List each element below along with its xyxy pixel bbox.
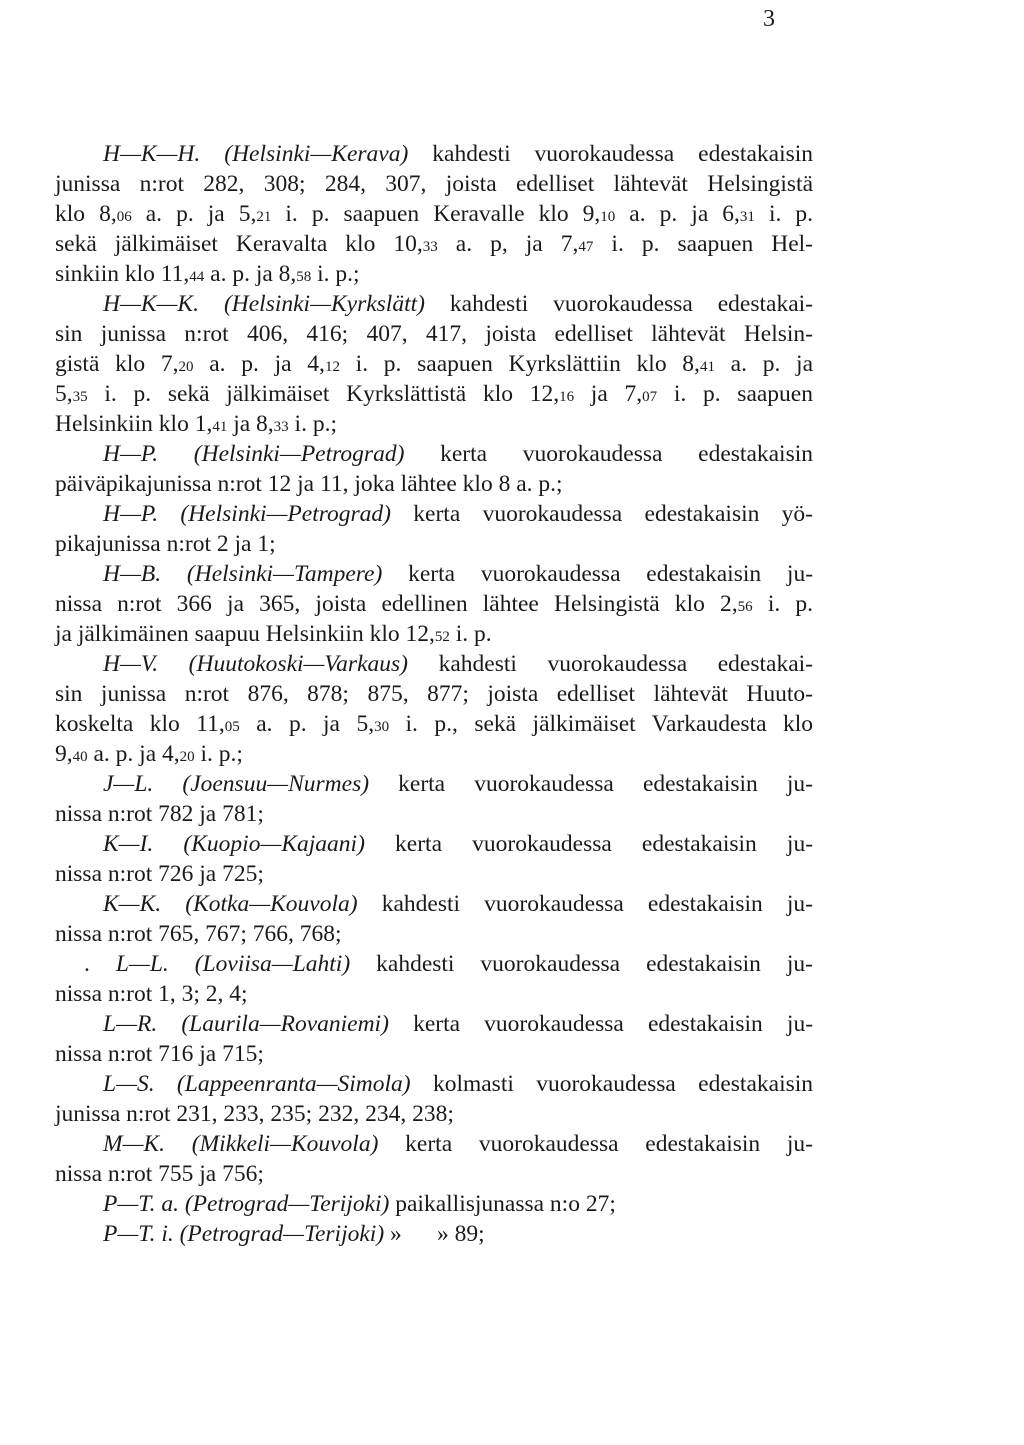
entry-first-line <box>55 889 813 919</box>
entry-text: päiväpikajunissa n:rot 12 ja 11, joka lähtee klo 8 a. p.; <box>55 471 563 497</box>
entry-text: » » 89; <box>390 1221 485 1247</box>
entry-text: kerta vuorokaudessa edestakaisin ju- <box>408 561 814 587</box>
timetable-entry <box>55 139 813 289</box>
route-code: M—K. <box>103 1131 166 1157</box>
entry-text: Helsinkiin klo 1,41 ja 8,33 i. p.; <box>55 411 337 437</box>
entry-text: junissa n:rot 231, 233, 235; 232, 234, 238; <box>55 1101 454 1127</box>
entry-text: kahdesti vuorokaudessa edestakai- <box>449 291 813 317</box>
entry-line <box>55 1039 813 1069</box>
route-name: (Helsinki—Petrograd) <box>193 441 405 467</box>
entry-line <box>55 469 813 499</box>
route-name: (Kotka—Kouvola) <box>185 891 358 917</box>
timetable-entry <box>55 1219 813 1249</box>
entry-first-line <box>55 769 813 799</box>
timetable-entry <box>55 649 813 769</box>
route-name: (Mikkeli—Kouvola) <box>191 1131 379 1157</box>
entry-text: sin junissa n:rot 876, 878; 875, 877; joista edelliset lähtevät Huuto- <box>55 681 813 707</box>
route-code: L—S. <box>103 1071 155 1097</box>
route-code: H—P. <box>103 441 159 467</box>
route-name: (Loviisa—Lahti) <box>194 951 351 977</box>
entry-line <box>55 709 813 739</box>
entry-first-line <box>55 1219 813 1249</box>
entry-lead-mark: . <box>84 951 116 977</box>
entry-text: junissa n:rot 282, 308; 284, 307, joista edelliset lähtevät Helsingistä <box>55 171 813 197</box>
entry-text: gistä klo 7,20 a. p. ja 4,12 i. p. saapuen Kyrkslättiin klo 8,41 a. p. ja <box>55 351 814 377</box>
entry-line <box>55 409 813 439</box>
entry-line <box>55 169 813 199</box>
entry-first-line <box>55 1069 813 1099</box>
route-name: (Lappeenranta—Simola) <box>176 1071 411 1097</box>
timetable-entry <box>55 289 813 439</box>
route-code: J—L. <box>103 771 154 797</box>
entry-line <box>55 349 813 379</box>
entry-text: kerta vuorokaudessa edestakaisin ju- <box>413 1011 814 1037</box>
entry-text: 5,35 i. p. sekä jälkimäiset Kyrkslättistä klo 12,16 ja 7,07 i. p. saapuen <box>55 381 813 407</box>
page-number: 3 <box>763 6 776 32</box>
entry-first-line <box>55 499 813 529</box>
route-code: K—I. <box>103 831 154 857</box>
entry-text: nissa n:rot 1, 3; 2, 4; <box>55 981 248 1007</box>
route-code: L—R. <box>103 1011 158 1037</box>
route-name: (Laurila—Rovaniemi) <box>181 1011 389 1037</box>
entry-text: kahdesti vuorokaudessa edestakaisin ju- <box>376 951 814 977</box>
timetable-entry <box>55 949 813 1009</box>
entry-line <box>55 589 813 619</box>
timetable-entry <box>55 769 813 829</box>
timetable-entries <box>55 139 813 1249</box>
entry-line <box>55 679 813 709</box>
entry-text: klo 8,06 a. p. ja 5,21 i. p. saapuen Keravalle klo 9,10 a. p. ja 6,31 i. p. <box>55 201 814 227</box>
entry-text: nissa n:rot 755 ja 756; <box>55 1161 264 1187</box>
entry-line <box>55 979 813 1009</box>
entry-line <box>55 1159 813 1189</box>
entry-text: nissa n:rot 765, 767; 766, 768; <box>55 921 342 947</box>
route-code: H—V. <box>103 651 159 677</box>
entry-line <box>55 229 813 259</box>
timetable-entry <box>55 439 813 499</box>
entry-line <box>55 259 813 289</box>
route-code: P—T. a. <box>103 1191 179 1217</box>
entry-text: kerta vuorokaudessa edestakaisin ju- <box>395 831 814 857</box>
entry-text: ja jälkimäinen saapuu Helsinkiin klo 12,52 i. p. <box>55 621 492 647</box>
timetable-entry <box>55 1069 813 1129</box>
entry-text: koskelta klo 11,05 a. p. ja 5,30 i. p., sekä jälkimäiset Varkaudesta klo <box>55 711 813 737</box>
entry-first-line <box>55 559 813 589</box>
route-code: K—K. <box>103 891 162 917</box>
timetable-entry <box>55 499 813 559</box>
entry-first-line <box>55 439 813 469</box>
entry-text: kahdesti vuorokaudessa edestakai- <box>438 651 813 677</box>
entry-line <box>55 529 813 559</box>
entry-first-line <box>55 1009 813 1039</box>
entry-line <box>55 919 813 949</box>
entry-line <box>55 859 813 889</box>
route-code: H—P. <box>103 501 159 527</box>
timetable-entry <box>55 1189 813 1219</box>
timetable-entry <box>55 889 813 949</box>
timetable-entry <box>55 1129 813 1189</box>
route-name: (Petrograd—Terijoki) <box>179 1221 385 1247</box>
entry-line <box>55 1099 813 1129</box>
route-name: (Petrograd—Terijoki) <box>184 1191 390 1217</box>
entry-text: kerta vuorokaudessa edestakaisin ju- <box>398 771 813 797</box>
entry-line <box>55 619 813 649</box>
entry-text: sin junissa n:rot 406, 416; 407, 417, joista edelliset lähtevät Helsin- <box>55 321 813 347</box>
route-name: (Helsinki—Kyrkslätt) <box>223 291 425 317</box>
route-name: (Helsinki—Tampere) <box>186 561 383 587</box>
route-code: H—K—H. <box>103 141 201 167</box>
route-name: (Huutokoski—Varkaus) <box>188 651 408 677</box>
entry-line <box>55 379 813 409</box>
route-code: H—B. <box>103 561 162 587</box>
entry-text: 9,40 a. p. ja 4,20 i. p.; <box>55 741 243 767</box>
route-name: (Helsinki—Kerava) <box>224 141 409 167</box>
entry-text: sekä jälkimäiset Keravalta klo 10,33 a. p, ja 7,47 i. p. saapuen Hel- <box>55 231 813 257</box>
entry-text: sinkiin klo 11,44 a. p. ja 8,58 i. p.; <box>55 261 360 287</box>
route-code: H—K—K. <box>103 291 199 317</box>
entry-text: kolmasti vuorokaudessa edestakaisin <box>432 1071 814 1097</box>
entry-text: nissa n:rot 726 ja 725; <box>55 861 264 887</box>
entry-text: paikallisjunassa n:o 27; <box>395 1191 616 1217</box>
route-code: P—T. i. <box>103 1221 174 1247</box>
timetable-entry <box>55 559 813 649</box>
entry-first-line <box>55 1189 813 1219</box>
entry-text: nissa n:rot 716 ja 715; <box>55 1041 264 1067</box>
entry-line <box>55 739 813 769</box>
entry-text: kahdesti vuorokaudessa edestakaisin <box>432 141 814 167</box>
entry-line <box>55 319 813 349</box>
entry-first-line <box>55 139 813 169</box>
route-name: (Kuopio—Kajaani) <box>183 831 365 857</box>
timetable-entry <box>55 1009 813 1069</box>
entry-text: nissa n:rot 366 ja 365, joista edellinen lähtee Helsingistä klo 2,56 i. p. <box>55 591 813 617</box>
entry-text: kerta vuorokaudessa edestakaisin yö- <box>413 501 814 527</box>
entry-first-line <box>55 649 813 679</box>
entry-first-line <box>55 289 813 319</box>
entry-first-line <box>55 1129 813 1159</box>
route-name: (Helsinki—Petrograd) <box>180 501 391 527</box>
route-code: L—L. <box>115 951 169 977</box>
timetable-entry <box>55 829 813 889</box>
entry-first-line <box>55 949 813 979</box>
entry-first-line <box>55 829 813 859</box>
entry-text: kahdesti vuorokaudessa edestakaisin ju- <box>381 891 813 917</box>
entry-text: kerta vuorokaudessa edestakaisin <box>440 441 814 467</box>
entry-line <box>55 799 813 829</box>
entry-line <box>55 199 813 229</box>
route-name: (Joensuu—Nurmes) <box>182 771 370 797</box>
entry-text: kerta vuorokaudessa edestakaisin ju- <box>405 1131 813 1157</box>
entry-text: pikajunissa n:rot 2 ja 1; <box>55 531 276 557</box>
entry-text: nissa n:rot 782 ja 781; <box>55 801 264 827</box>
